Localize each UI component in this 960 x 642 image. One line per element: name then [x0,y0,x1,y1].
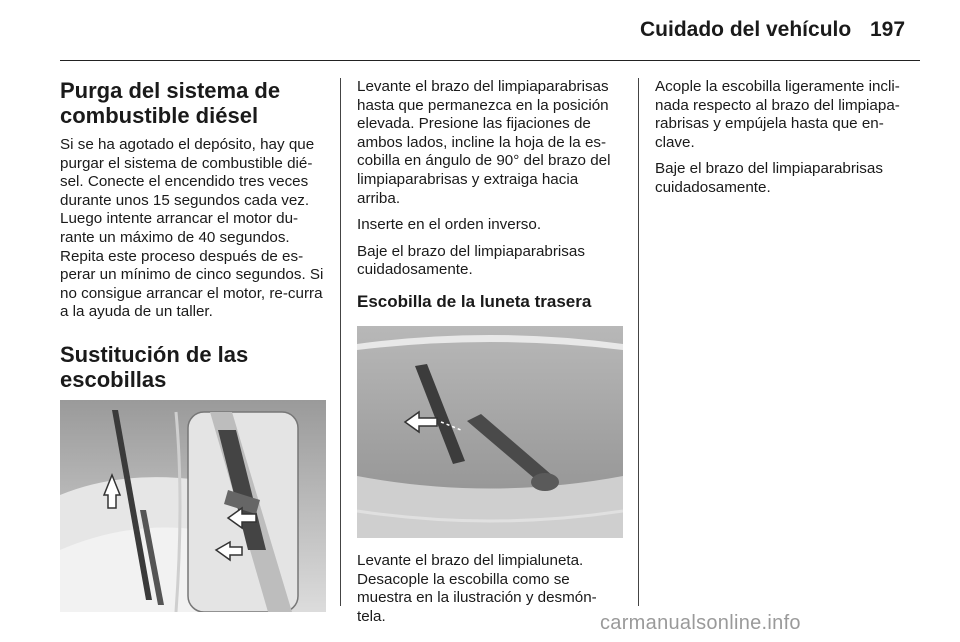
section-heading-wiper-replacement: Sustitución de las escobillas [60,341,249,392]
header-rule [60,60,920,61]
paragraph-lift-wiper-arm: Levante el brazo del limpiaparabrisas hasta que permanezca en la posición elevada. Presione las fijaciones de ambos lados, incline la hoja de la es-cobilla en ángulo de 90° del brazo del limpiaparabrisas y extraiga hacia arriba. [357,78,611,207]
paragraph-rear-wiper-detach: Levante el brazo del limpialuneta. Desacople la escobilla como se muestra en la ilustración y desmón-tela. [357,551,597,625]
column-divider-2 [638,78,639,606]
paragraph-lower-arm-carefully: Baje el brazo del limpiaparabrisas cuidadosamente. [655,160,883,196]
paragraph-insert-reverse: Inserte en el orden inverso. [357,216,542,234]
paragraph-diesel-purge: Si se ha agotado el depósito, hay que purgar el sistema de combustible dié-sel. Conecte el encendido tres veces durante unos 15 segundos cada vez. Luego intente arrancar el motor du-rante un máximo de 40 segundos. Repita este proceso después de es-perar un mínimo de cinco segundos. Si no consigue arrancar el motor, re-curra a la ayuda de un taller. [60,136,324,321]
section-heading-diesel-purge: Purga del sistema de combustible diésel [60,78,281,128]
column-2 [357,78,623,634]
column-divider-1 [340,78,341,606]
column-1 [60,78,326,612]
page-number: 197 [870,18,906,41]
paragraph-lower-wiper-arm: Baje el brazo del limpiaparabrisas cuidadosamente. [357,242,585,279]
windshield-wiper-illustration [60,400,326,612]
paragraph-attach-blade: Acople la escobilla ligeramente incli-nada respecto al brazo del limpiapa-rabrisas y empújela hasta que en-clave. [655,78,900,151]
section-heading-rear-wiper: Escobilla de la luneta trasera [357,291,592,311]
header-title: Cuidado del vehículo [640,18,852,41]
column-3 [655,78,921,206]
rear-wiper-illustration [357,326,623,538]
watermark-footer: carmanualsonline.info [600,612,801,634]
